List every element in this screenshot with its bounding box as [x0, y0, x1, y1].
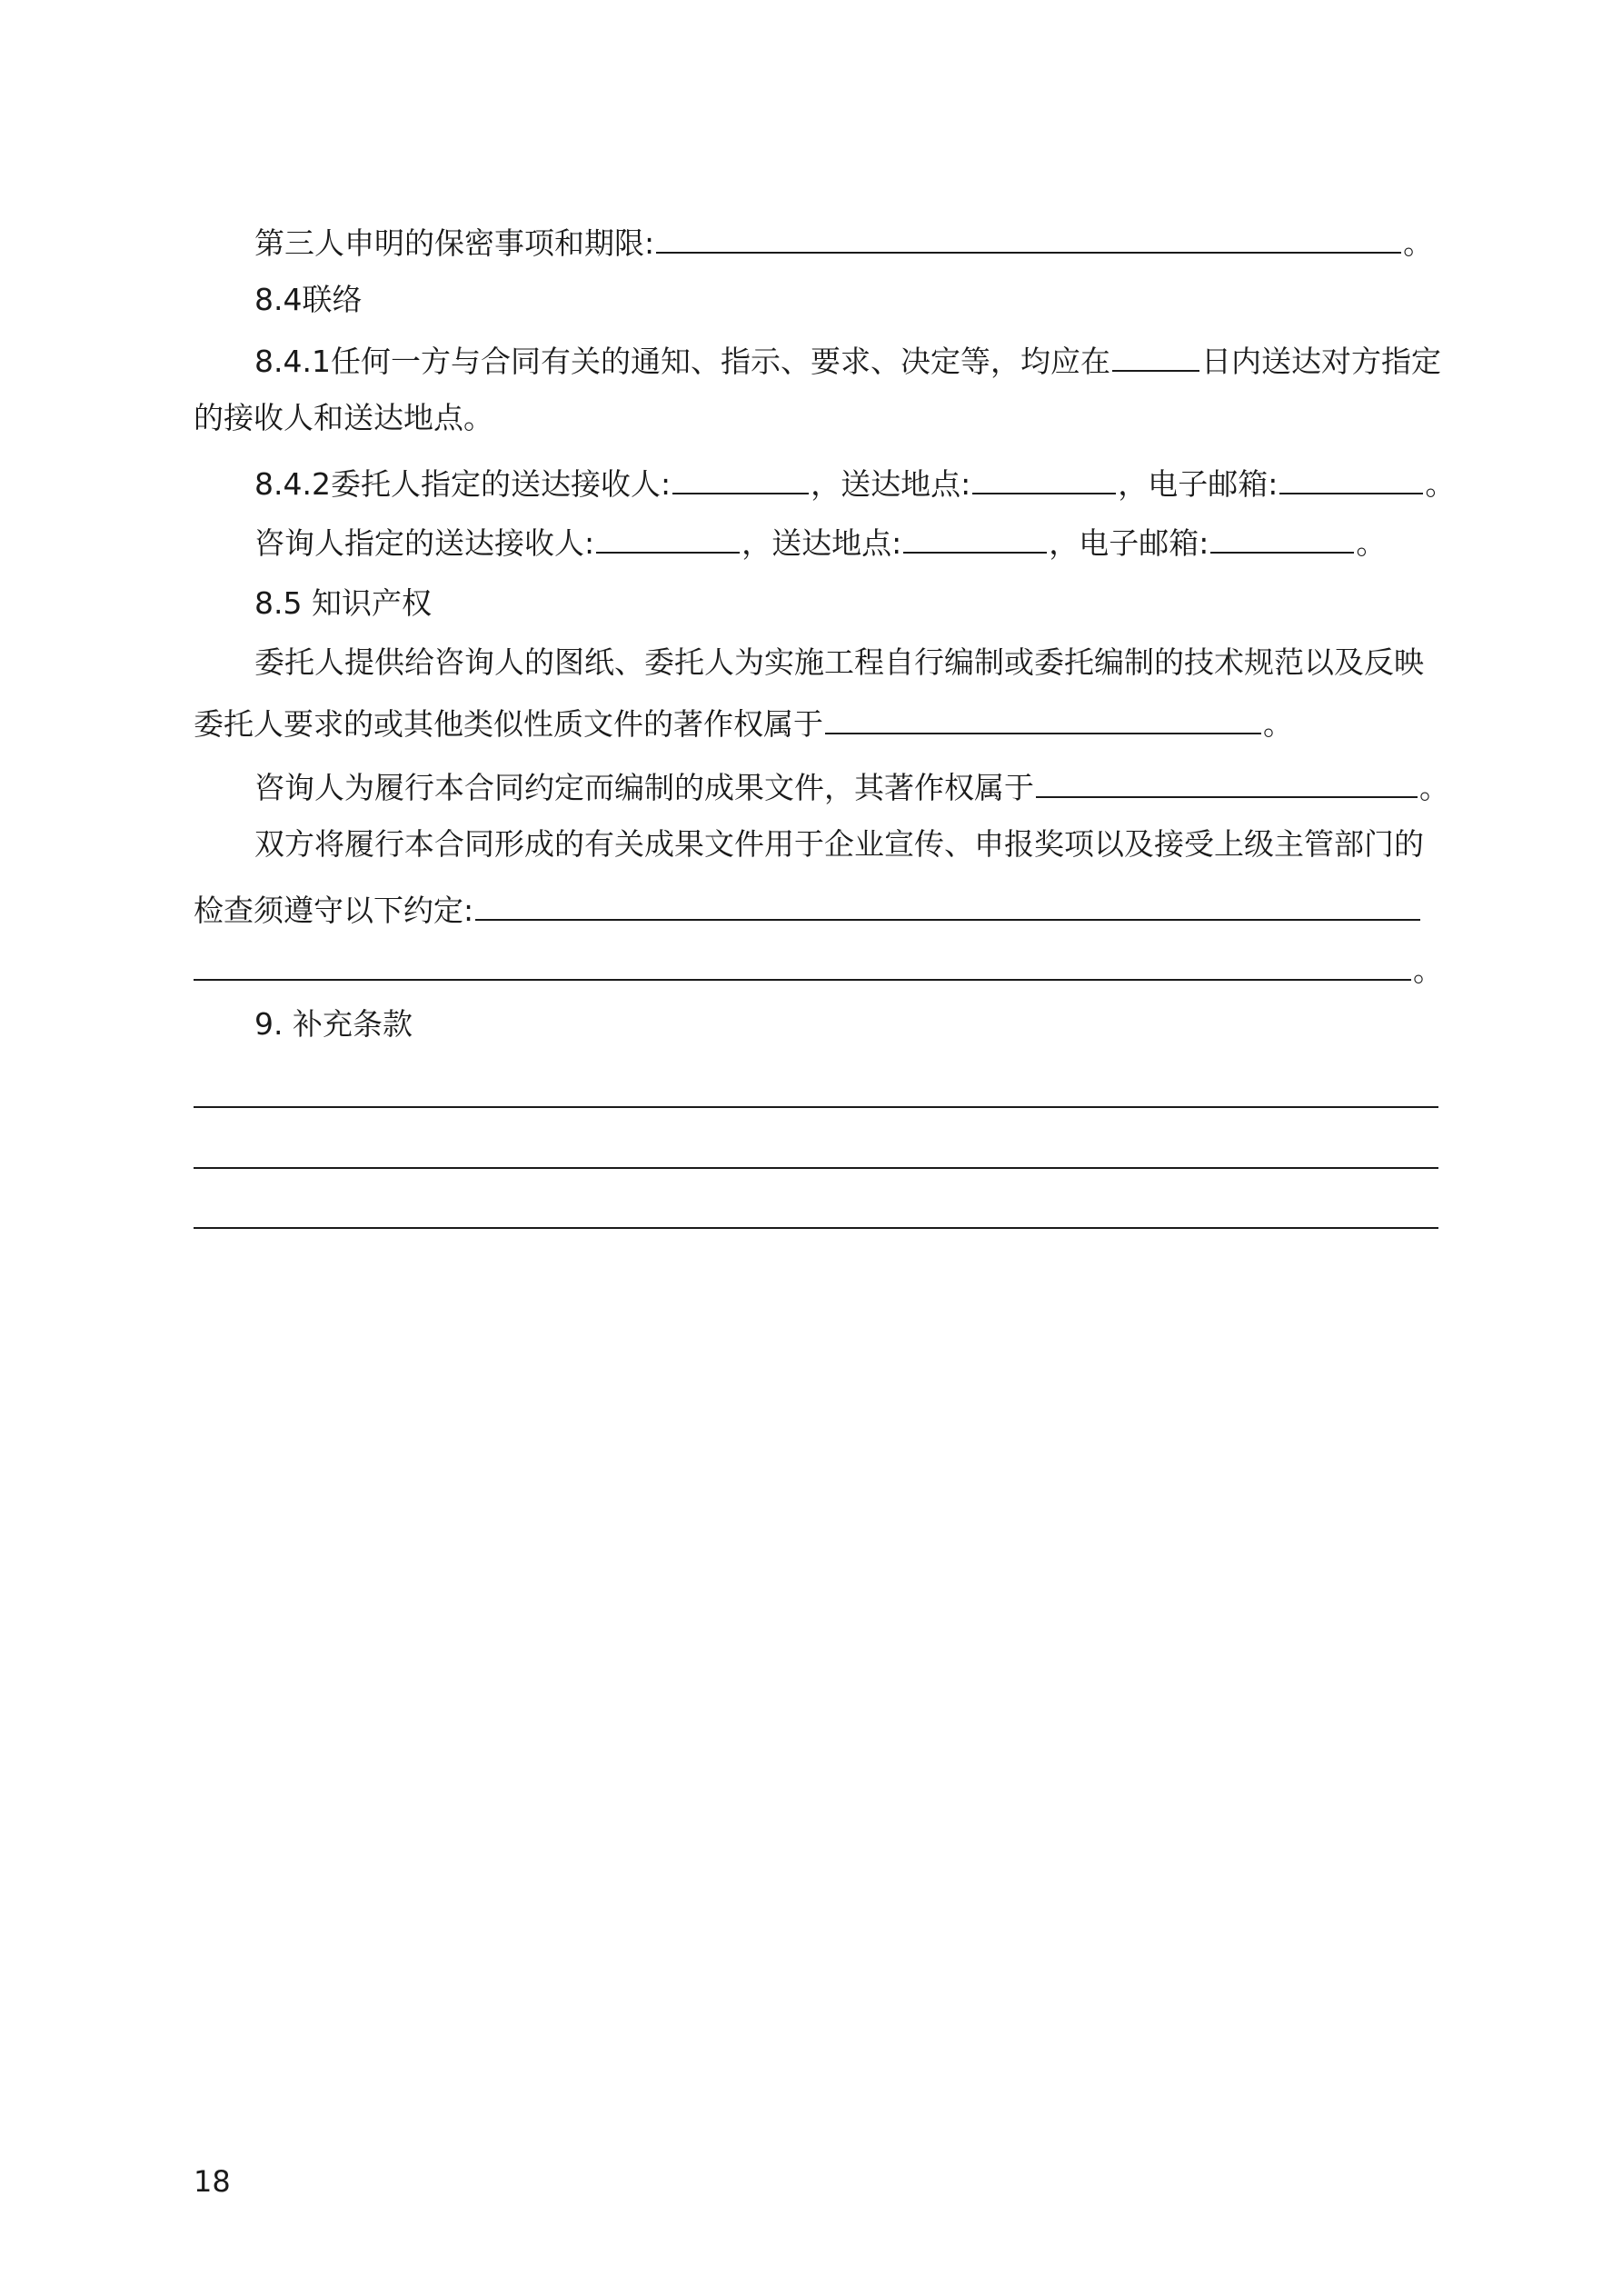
client-email-label: ，电子邮箱: [1118, 466, 1279, 502]
ip-paragraph-3-line1 [254, 824, 1438, 864]
ip-paragraph-1-line2 [194, 702, 1438, 742]
ip-paragraph-1-end: 。 [1263, 706, 1293, 742]
clause-8-4-1-text-a: 8.4.1任何一方与合同有关的通知、指示、要求、决定等，均应在 [254, 344, 1110, 379]
consultant-address-blank[interactable] [903, 521, 1047, 554]
ip-paragraph-3-text-a: 双方将履行本合同形成的有关成果文件用于企业宣传、申报奖项以及接受上级主管部门的 [254, 826, 1424, 862]
ip-paragraph-3-end: 。 [1413, 953, 1443, 988]
drawings-copyright-blank[interactable] [825, 702, 1261, 734]
section-8-5-heading [254, 584, 1438, 624]
ip-paragraph-2 [254, 765, 1449, 805]
consultant-email-label: ，电子邮箱: [1049, 525, 1209, 561]
client-line-end: 。 [1425, 466, 1456, 502]
page-number: 18 [194, 2164, 231, 2199]
deliverables-copyright-blank[interactable] [1036, 765, 1418, 798]
supplementary-blank-line-2[interactable] [194, 1167, 1438, 1169]
confidentiality-label: 第三人申明的保密事项和期限: [254, 225, 655, 261]
days-blank[interactable] [1112, 339, 1199, 372]
client-recipient-blank[interactable] [672, 462, 809, 494]
client-email-blank[interactable] [1279, 462, 1423, 494]
consultant-line-end: 。 [1356, 525, 1387, 561]
section-8-5-title: 8.5 知识产权 [254, 585, 432, 621]
consultant-recipient-blank[interactable] [596, 521, 740, 554]
supplementary-blank-line-3[interactable] [194, 1227, 1438, 1229]
ip-paragraph-1-line1 [254, 643, 1438, 683]
supplementary-blank-line-1[interactable] [194, 1106, 1438, 1108]
client-recipient-label: 8.4.2委托人指定的送达接收人: [254, 466, 672, 502]
confidentiality-line [254, 221, 1438, 261]
clause-8-4-1-line1 [254, 339, 1441, 379]
ip-paragraph-3-line3 [194, 948, 1443, 988]
ip-paragraph-3-text-b: 检查须遵守以下约定: [194, 893, 474, 928]
clause-8-4-1-text-b: 日内送达对方指定 [1200, 344, 1441, 379]
client-address-blank[interactable] [972, 462, 1116, 494]
clause-8-4-1-text-c: 的接收人和送达地点。 [194, 400, 493, 435]
ip-paragraph-2-text: 咨询人为履行本合同约定而编制的成果文件，其著作权属于 [254, 770, 1034, 805]
ip-paragraph-1-text-a: 委托人提供给咨询人的图纸、委托人为实施工程自行编制或委托编制的技术规范以及反映 [254, 644, 1424, 680]
confidentiality-period: 。 [1403, 225, 1434, 261]
consultant-recipient-label: 咨询人指定的送达接收人: [254, 525, 595, 561]
clause-8-4-2-line [254, 462, 1456, 502]
consultant-email-blank[interactable] [1210, 521, 1354, 554]
section-9-heading [254, 1004, 1438, 1044]
usage-agreement-blank[interactable] [475, 888, 1420, 921]
section-8-4-heading [254, 280, 1438, 320]
client-address-label: ，送达地点: [811, 466, 971, 502]
ip-paragraph-3-line2 [194, 888, 1438, 928]
section-9-title: 9. 补充条款 [254, 1006, 413, 1042]
ip-paragraph-2-end: 。 [1419, 770, 1449, 805]
section-8-4-title: 8.4联络 [254, 282, 363, 317]
consultant-recipient-line [254, 521, 1438, 561]
consultant-address-label: ，送达地点: [741, 525, 902, 561]
usage-agreement-blank-continued[interactable] [194, 948, 1411, 981]
confidentiality-blank[interactable] [656, 221, 1401, 254]
clause-8-4-1-line2 [194, 398, 1438, 438]
ip-paragraph-1-text-b: 委托人要求的或其他类似性质文件的著作权属于 [194, 706, 823, 742]
